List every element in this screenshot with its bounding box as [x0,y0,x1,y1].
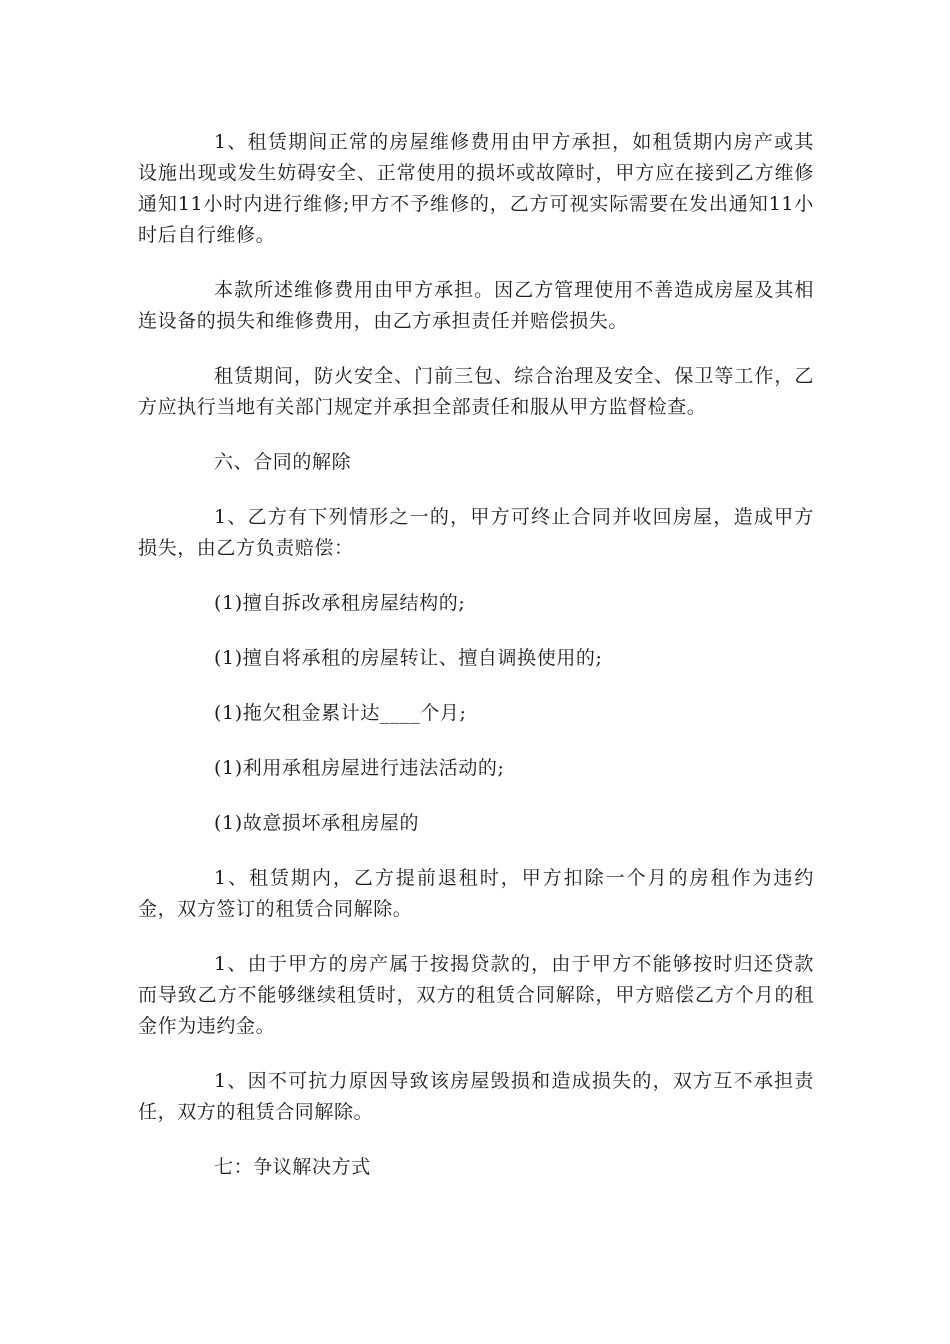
section-heading-dispute-resolution: 七：争议解决方式 [214,1156,371,1178]
paragraph-repair-responsibility: 1、租赁期间正常的房屋维修费用由甲方承担，如租赁期内房产或其设施出现或发生妨碍安全、正常使用的损坏或故障时，甲方应在接到乙方维修通知11小时内进行维修;甲方不予维修的，乙方可视实际需要在发出通知11小时后自行维修。 [138,131,814,246]
list-item-transfer: (1)擅自将承租的房屋转让、擅自调换使用的; [214,647,603,669]
list-item-intentional-damage: (1)故意损坏承租房屋的 [214,812,420,834]
paragraph-force-majeure: 1、因不可抗力原因导致该房屋毁损和造成损失的，双方互不承担责任，双方的租赁合同解除。 [138,1070,814,1123]
paragraph-repair-costs: 本款所述维修费用由甲方承担。因乙方管理使用不善造成房屋及其相连设备的损失和维修费用，由乙方承担责任并赔偿损失。 [138,279,814,332]
list-item-structure-change: (1)擅自拆改承租房屋结构的; [214,592,466,614]
list-item-rent-arrears: (1)拖欠租金累计达____个月; [214,702,467,724]
paragraph-early-termination: 1、租赁期内，乙方提前退租时，甲方扣除一个月的房租作为违约金，双方签订的租赁合同解除。 [138,867,814,920]
document-body [138,127,814,1207]
section-heading-termination: 六、合同的解除 [214,451,352,473]
paragraph-termination-conditions: 1、乙方有下列情形之一的，甲方可终止合同并收回房屋，造成甲方损失，由乙方负责赔偿： [138,506,814,559]
list-item-illegal-activity: (1)利用承租房屋进行违法活动的; [214,757,505,779]
paragraph-mortgage-default: 1、由于甲方的房产属于按揭贷款的，由于甲方不能够按时归还贷款而导致乙方不能够继续租赁时，双方的租赁合同解除，甲方赔偿乙方个月的租金作为违约金。 [138,953,814,1037]
paragraph-safety-duties: 租赁期间，防火安全、门前三包、综合治理及安全、保卫等工作，乙方应执行当地有关部门规定并承担全部责任和服从甲方监督检查。 [138,365,814,418]
